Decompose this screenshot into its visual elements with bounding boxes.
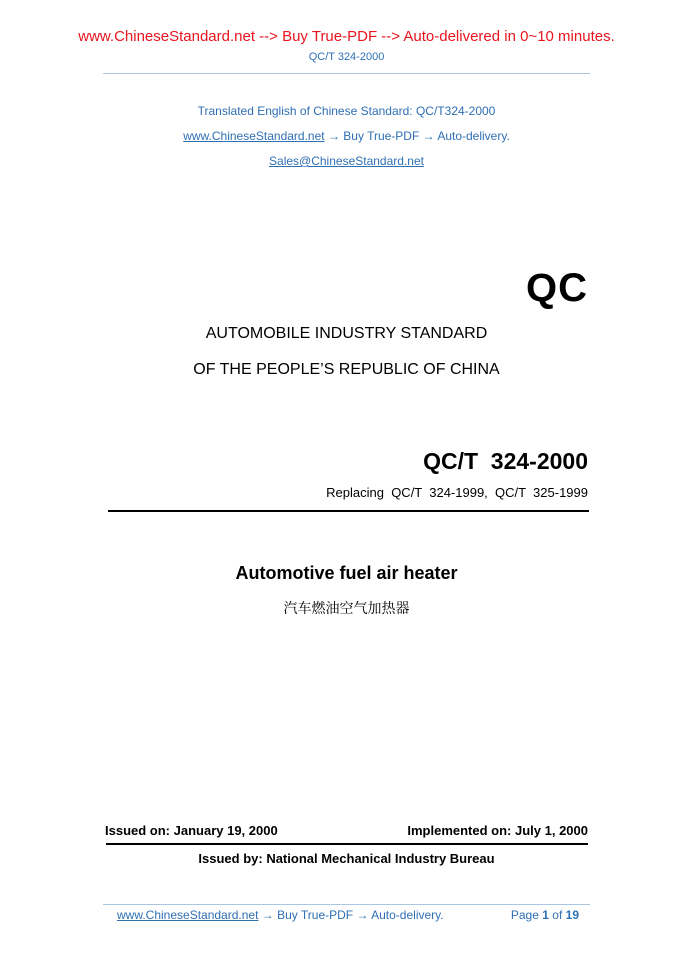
issued-by: Issued by: National Mechanical Industry Bureau [198,851,495,866]
industry-line-1: AUTOMOBILE INDUSTRY STANDARD [205,325,488,342]
of-label: of [552,908,563,922]
title-en: Automotive fuel air heater [235,563,458,583]
translation-line: Translated English of Chinese Standard: QC/T324-2000 [197,104,496,118]
title-cn: 汽车燃油空气加热器 [283,601,410,617]
implemented-on: Implemented on: July 1, 2000 [407,823,588,838]
industry-line-2: OF THE PEOPLE’S REPUBLIC OF CHINA [193,361,500,378]
header-rule [103,73,590,74]
footer-buy-text: → Buy True-PDF → Auto-delivery. [261,908,444,922]
banner-text[interactable]: www.ChineseStandard.net --> Buy True-PDF --> Auto-delivered in 0~10 minutes. [78,28,615,45]
total-pages: 19 [565,908,579,922]
issue-rule [106,843,588,845]
footer-site-link[interactable]: www.ChineseStandard.net [117,908,259,922]
site-link[interactable]: www.ChineseStandard.net [183,129,325,143]
issued-on: Issued on: January 19, 2000 [105,823,278,838]
footer-links [117,908,444,922]
replacing-line: Replacing QC/T 324-1999, QC/T 325-1999 [326,485,588,500]
page-indicator [511,908,579,922]
footer-rule [103,904,590,905]
qc-logo: QC [526,266,588,310]
translation-buy-line [0,129,693,143]
number-rule [108,510,589,512]
email-line [0,154,693,168]
header-code: QC/T 324-2000 [308,51,385,63]
buy-text: → Buy True-PDF → Auto-delivery. [327,129,510,143]
email-link[interactable]: Sales@ChineseStandard.net [269,154,424,168]
page-label: Page [510,908,539,922]
page-number: 1 [542,908,549,922]
standard-number: QC/T 324-2000 [423,448,588,474]
